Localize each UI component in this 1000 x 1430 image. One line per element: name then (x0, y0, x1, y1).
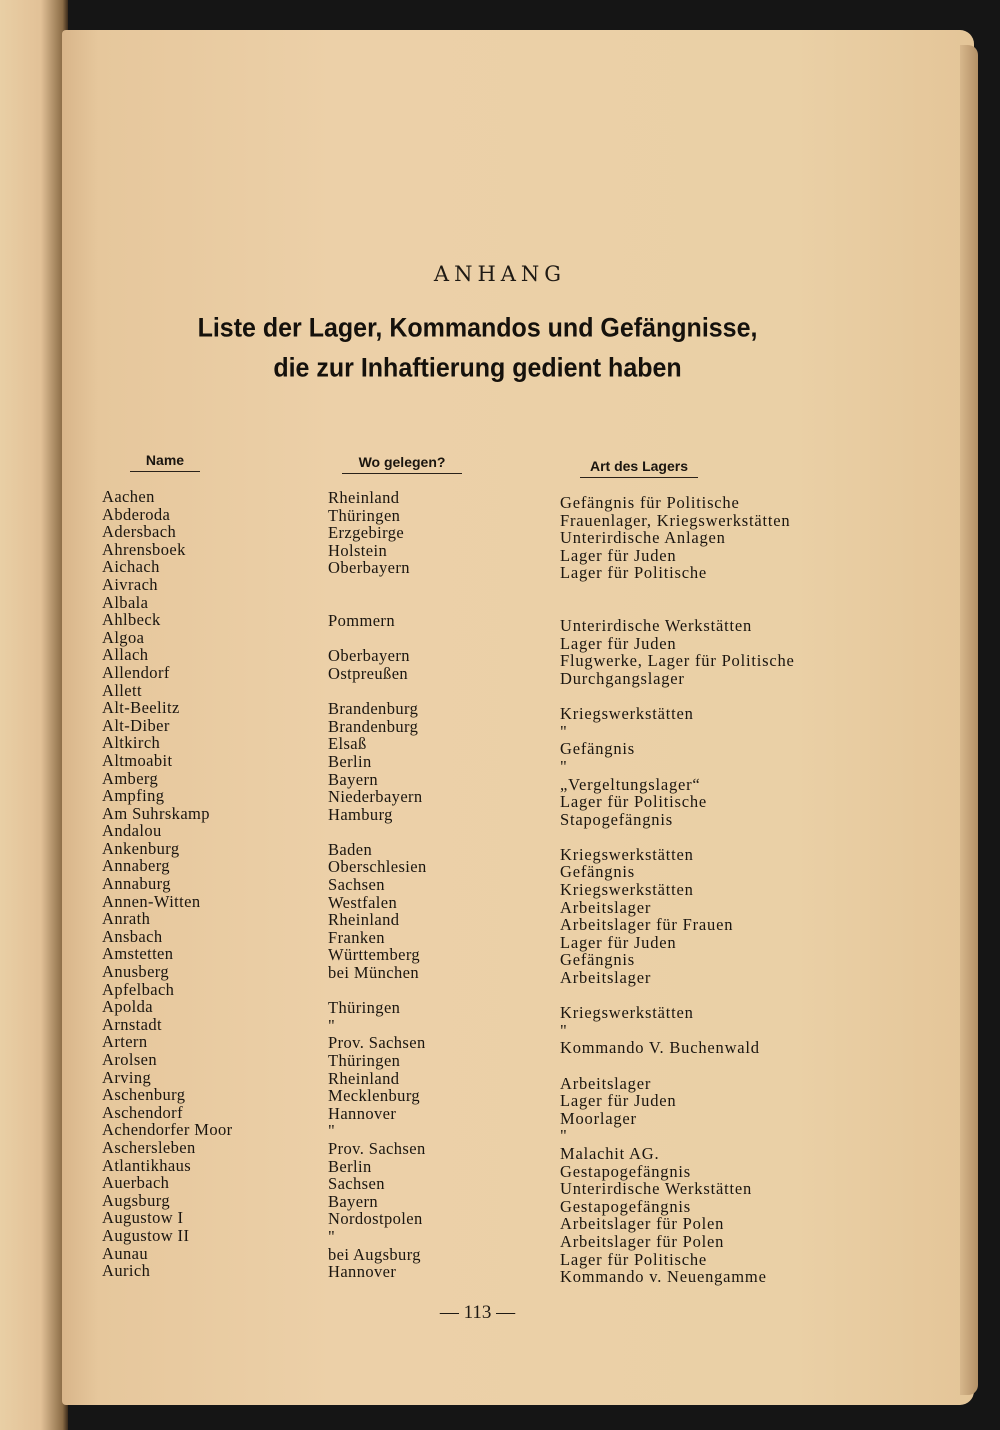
camp-location: Berlin (328, 1156, 372, 1176)
camp-type: Kommando V. Buchenwald (560, 1038, 760, 1058)
appendix-heading: ANHANG (433, 262, 567, 286)
camp-location: Sachsen (328, 1174, 385, 1194)
camp-name: Aschersleben (102, 1137, 196, 1157)
book-spine-shadow (0, 0, 68, 1430)
camp-location: Thüringen (328, 1051, 401, 1070)
camp-name: Arving (102, 1067, 152, 1087)
camp-name: Andalou (102, 821, 162, 841)
camp-location: Oberbayern (328, 558, 410, 578)
camp-type: Gefängnis (560, 862, 636, 882)
camp-location: " (328, 1015, 336, 1035)
camp-name: Altkirch (102, 733, 161, 753)
camp-name: Aschendorf (102, 1102, 183, 1122)
camp-type: " (560, 756, 568, 776)
camp-location: Thüringen (328, 998, 401, 1018)
camp-name: Allach (102, 645, 149, 665)
camp-type: Kriegswerkstätten (560, 1003, 694, 1023)
camp-name: Arolsen (102, 1050, 158, 1069)
camp-name: Aunau (102, 1243, 148, 1263)
camp-name: Adersbach (102, 522, 177, 542)
camp-name: Aivrach (102, 574, 158, 594)
camp-name: Annaburg (102, 874, 171, 894)
camp-location: bei Augsburg (328, 1244, 421, 1264)
camp-location: Hannover (328, 1262, 397, 1282)
camp-name: Am Suhrskamp (102, 803, 210, 823)
column-header-type: Art des Lagers (580, 458, 698, 478)
camp-name: Auerbach (102, 1173, 170, 1193)
camp-type: Flugwerke, Lager für Politische (560, 651, 795, 671)
camp-location: bei München (328, 963, 420, 983)
camp-location (328, 823, 427, 841)
camp-name: Anrath (102, 909, 151, 929)
camp-name: Aschenburg (102, 1085, 186, 1105)
camp-name: Ansbach (102, 926, 163, 946)
column-header-name: Name (130, 452, 200, 472)
camp-type: Lager für Juden (560, 932, 677, 952)
camp-location: Thüringen (328, 505, 401, 525)
camp-type: „Vergeltungslager“ (560, 774, 701, 794)
camp-type: Kriegswerkstätten (560, 880, 694, 900)
camp-type: Arbeitslager (560, 897, 652, 917)
camp-location: Niederbayern (328, 787, 423, 807)
camp-name: Atlantikhaus (102, 1155, 192, 1175)
camp-location: Erzgebirge (328, 523, 405, 543)
camp-location: Nordostpolen (328, 1209, 423, 1229)
camp-type: Kriegswerkstätten (560, 704, 694, 724)
camp-location (328, 595, 427, 613)
camp-type: Frauenlager, Kriegswerkstätten (560, 510, 791, 530)
camp-location-column (328, 489, 427, 1281)
camp-type-column (560, 494, 795, 1286)
title-line-2: die zur Inhaftierung gedient haben (273, 352, 682, 384)
camp-name: Apfelbach (102, 979, 175, 999)
camp-type: Arbeitslager (560, 968, 652, 988)
title-line-1: Liste der Lager, Kommandos und Gefängnisse, (197, 312, 758, 344)
camp-name: Altmoabit (102, 750, 173, 770)
camp-location: Berlin (328, 751, 372, 771)
camp-type: " (560, 1020, 568, 1040)
camp-type: Arbeitslager für Frauen (560, 915, 734, 935)
camp-type: Unterirdische Anlagen (560, 528, 726, 548)
camp-name: Ahlbeck (102, 610, 161, 630)
camp-name: Augustow II (102, 1225, 190, 1245)
camp-location: Baden (328, 839, 373, 859)
camp-type: Arbeitslager für Polen (560, 1231, 725, 1251)
camp-type: Lager für Politische (560, 1249, 708, 1269)
camp-name: Albala (102, 592, 149, 612)
camp-type (560, 582, 795, 600)
camp-type: Gefängnis (560, 739, 636, 759)
camp-location: Brandenburg (328, 699, 419, 719)
camp-location: Ostpreußen (328, 663, 409, 683)
camp-name: Amberg (102, 768, 159, 788)
camp-location: Elsaß (328, 734, 367, 754)
camp-location: " (328, 1121, 336, 1141)
camp-type (560, 688, 795, 706)
camp-name: Amstetten (102, 944, 174, 964)
camp-type: Unterirdische Werkstätten (560, 1179, 753, 1199)
camp-location (328, 982, 427, 1000)
camp-location: Prov. Sachsen (328, 1138, 426, 1158)
camp-type (560, 600, 795, 618)
camp-name: Apolda (102, 997, 153, 1017)
camp-name: Aachen (102, 487, 155, 506)
camp-type: " (560, 1126, 568, 1146)
camp-type: Gestapogefängnis (560, 1196, 692, 1216)
camp-name: Annaberg (102, 856, 170, 876)
camp-location: Brandenburg (328, 716, 419, 736)
camp-location: " (328, 1226, 336, 1246)
camp-type: Moorlager (560, 1108, 637, 1128)
camp-type: Lager für Juden (560, 1091, 677, 1111)
camp-name: Achendorfer Moor (102, 1120, 233, 1140)
camp-location: Württemberg (328, 945, 421, 965)
camp-location (328, 630, 427, 648)
camp-name: Alt-Beelitz (102, 698, 180, 718)
camp-location: Westfalen (328, 892, 398, 912)
camp-type: Unterirdische Werkstätten (560, 616, 753, 636)
camp-type (560, 987, 795, 1005)
page-edge (960, 45, 978, 1395)
camp-location: Rheinland (328, 910, 400, 930)
camp-location: Prov. Sachsen (328, 1033, 426, 1053)
camp-name: Annen-Witten (102, 891, 201, 911)
camp-type: Kriegswerkstätten (560, 844, 694, 864)
camp-name: Augsburg (102, 1190, 170, 1210)
camp-name: Algoa (102, 627, 145, 647)
camp-name: Ampfing (102, 786, 165, 806)
camp-name: Allett (102, 680, 142, 700)
camp-location: Hamburg (328, 804, 393, 824)
camp-location: Bayern (328, 769, 379, 789)
camp-location (328, 577, 427, 595)
camp-name: Anusberg (102, 962, 170, 982)
camp-location: Bayern (328, 1191, 379, 1211)
camp-location: Oberbayern (328, 646, 410, 666)
camp-location: Pommern (328, 611, 395, 631)
camp-type: Durchgangslager (560, 668, 685, 688)
camp-location: Rheinland (328, 488, 400, 507)
camp-name: Artern (102, 1032, 148, 1052)
camp-name: Abderoda (102, 504, 171, 524)
camp-type (560, 1057, 795, 1075)
camp-type: Lager für Politische (560, 792, 708, 812)
camp-name: Aurich (102, 1261, 151, 1281)
camp-location: Rheinland (328, 1068, 400, 1088)
camp-name-column (102, 488, 233, 1280)
camp-type: " (560, 721, 568, 741)
camp-type (560, 828, 795, 846)
camp-name: Ankenburg (102, 838, 180, 858)
camp-type: Arbeitslager für Polen (560, 1214, 725, 1234)
camp-type: Stapogefängnis (560, 809, 673, 829)
camp-location: Sachsen (328, 875, 385, 895)
camp-name: Ahrensboek (102, 539, 186, 559)
camp-location (328, 683, 427, 701)
camp-type: Arbeitslager (560, 1073, 652, 1093)
camp-type: Lager für Juden (560, 545, 677, 565)
camp-type: Kommando v. Neuengamme (560, 1267, 767, 1287)
camp-location: Oberschlesien (328, 857, 427, 877)
column-header-location: Wo gelegen? (342, 454, 462, 474)
page-number: — 113 — (439, 1302, 516, 1323)
camp-name: Arnstadt (102, 1014, 163, 1034)
camp-name: Allendorf (102, 662, 170, 682)
camp-type: Lager für Politische (560, 563, 708, 583)
camp-name: Augustow I (102, 1208, 184, 1228)
camp-type: Gefängnis für Politische (560, 493, 740, 512)
camp-location: Hannover (328, 1103, 397, 1123)
camp-location: Mecklenburg (328, 1086, 421, 1106)
camp-location: Franken (328, 927, 385, 947)
camp-type: Gefängnis (560, 950, 636, 970)
camp-location: Holstein (328, 540, 388, 560)
camp-type: Malachit AG. (560, 1143, 660, 1163)
camp-type: Gestapogefängnis (560, 1161, 692, 1181)
camp-name: Aichach (102, 557, 160, 577)
camp-name: Alt-Diber (102, 715, 170, 735)
camp-type: Lager für Juden (560, 633, 677, 653)
